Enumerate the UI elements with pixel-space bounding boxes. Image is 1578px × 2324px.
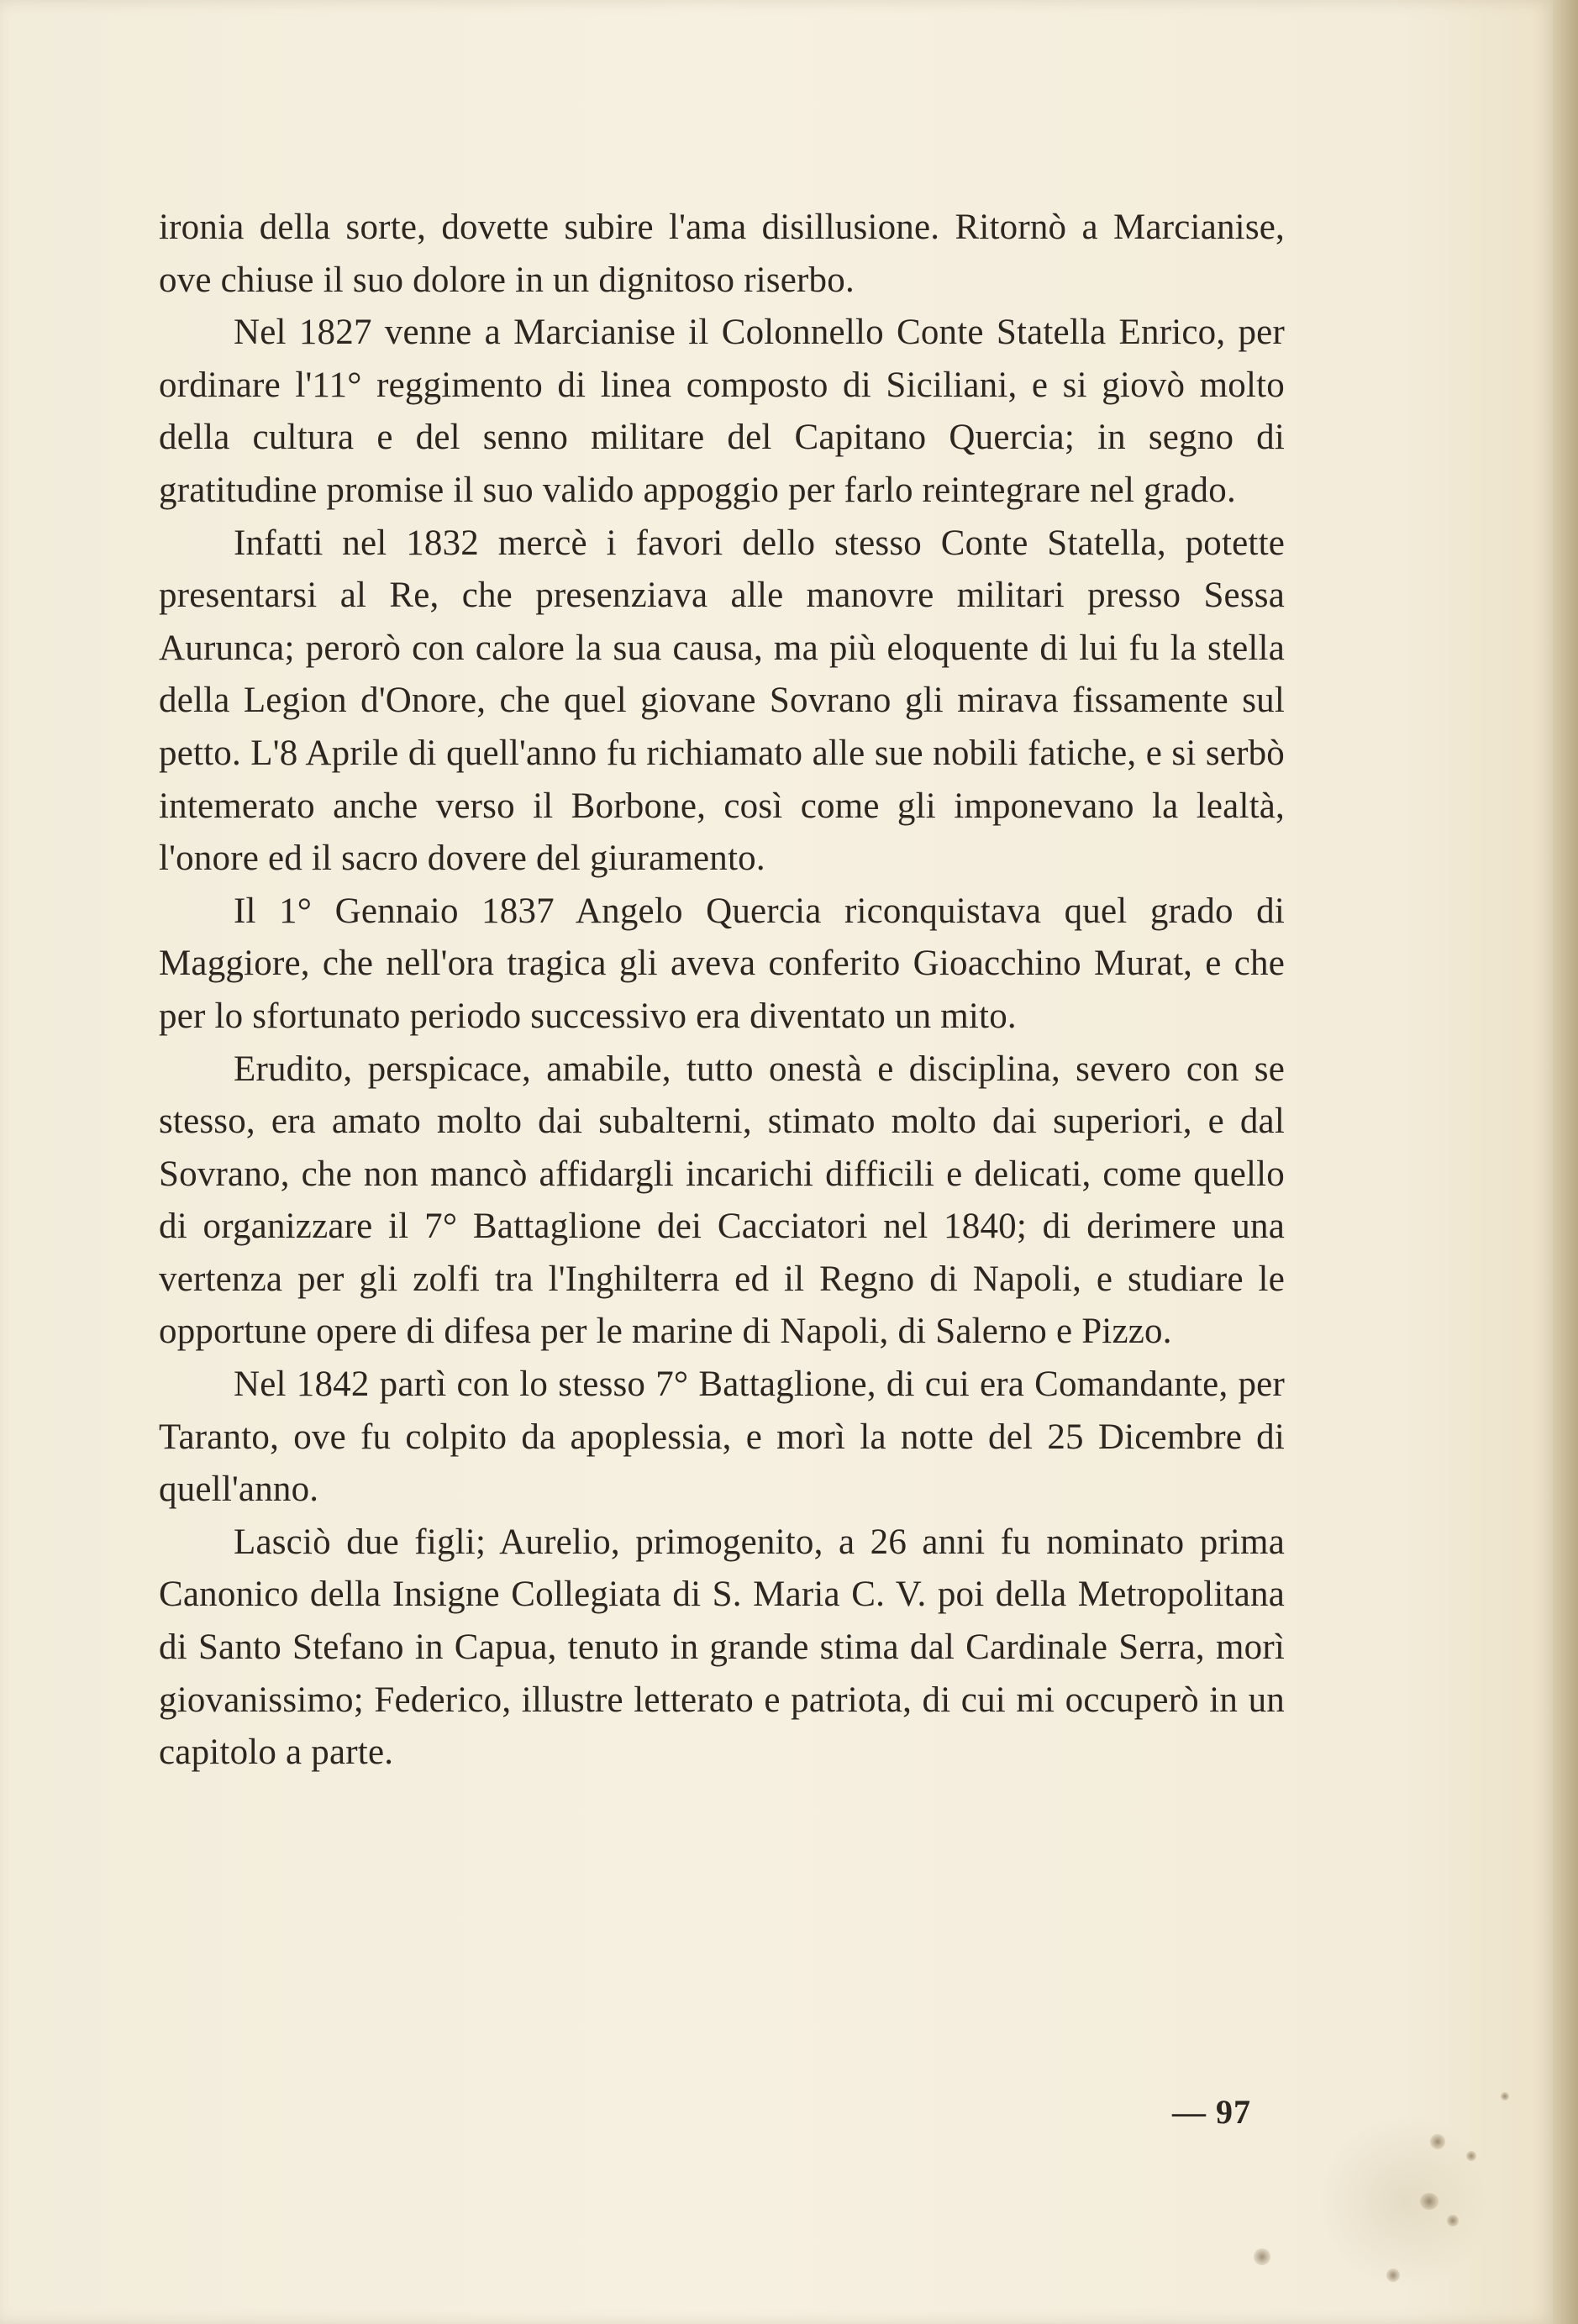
body-text	[159, 202, 1285, 1780]
paragraph: Erudito, perspicace, amabile, tutto onestà e disciplina, severo con se stesso, era amato molto dai subalterni, stimato molto dai superiori, e dal Sovrano, che non mancò affidargli incarichi difficili e delicati, come quello di organizzare il 7° Battaglione dei Cacciatori nel 1840; di derimere una vertenza per gli zolfi tra l'Inghilterra ed il Regno di Napoli, e studiare le opportune opere di difesa per le marine di Napoli, di Salerno e Pizzo.	[159, 1049, 1285, 1352]
paragraph: Il 1° Gennaio 1837 Angelo Quercia riconquistava quel grado di Maggiore, che nell'ora tragica gli aveva conferito Gioacchino Murat, e che per lo sfortunato periodo successivo era diventato un mito.	[159, 891, 1285, 1036]
page-number: — 97	[1172, 2093, 1251, 2131]
foxing-spot	[1254, 2248, 1270, 2265]
page-edge	[1553, 0, 1578, 2324]
foxing-spot	[1420, 2193, 1439, 2210]
paragraph: Lasciò due figli; Aurelio, primogenito, a 26 anni fu nominato prima Canonico della Insigne Collegiata di S. Maria C. V. poi della Metropolitana di Santo Stefano in Capua, tenuto in grande stima dal Cardinale Serra, morì giovanissimo; Federico, illustre letterato e patriota, di cui mi occuperò in un capitolo a parte.	[159, 1522, 1285, 1773]
paragraph: ironia della sorte, dovette subire l'ama disillusione. Ritornò a Marcianise, ove chiuse il suo dolore in un dignitoso riserbo.	[159, 208, 1285, 300]
foxing-spot	[1430, 2134, 1445, 2149]
paragraph: Infatti nel 1832 mercè i favori dello stesso Conte Statella, potette presentarsi al Re, che presenziava alle manovre militari presso Sessa Aurunca; perorò con calore la sua causa, ma più eloquente di lui fu la stella della Legion d'Onore, che quel giovane Sovrano gli mirava fissamente sul petto. L'8 Aprile di quell'anno fu richiamato alle sue nobili fatiche, e si serbò intemerato anche verso il Borbone, così come gli imponevano la lealtà, l'onore ed il sacro dovere del giuramento.	[159, 523, 1285, 879]
foxing-spot	[1447, 2215, 1459, 2227]
paragraph: Nel 1827 venne a Marcianise il Colonnello Conte Statella Enrico, per ordinare l'11° reggimento di linea composto di Siciliani, e si giovò molto della cultura e del senno militare del Capitano Quercia; in segno di gratitudine promise il suo valido appoggio per farlo reintegrare nel grado.	[159, 313, 1285, 510]
foxing-spot	[1386, 2269, 1400, 2282]
paragraph: Nel 1842 partì con lo stesso 7° Battaglione, di cui era Comandante, per Taranto, ove fu colpito da apoplessia, e morì la notte del 25 Dicembre di quell'anno.	[159, 1364, 1285, 1510]
foxing-spot	[1501, 2092, 1509, 2101]
paper-stain	[1311, 2117, 1496, 2285]
foxing-spot	[1466, 2151, 1476, 2161]
